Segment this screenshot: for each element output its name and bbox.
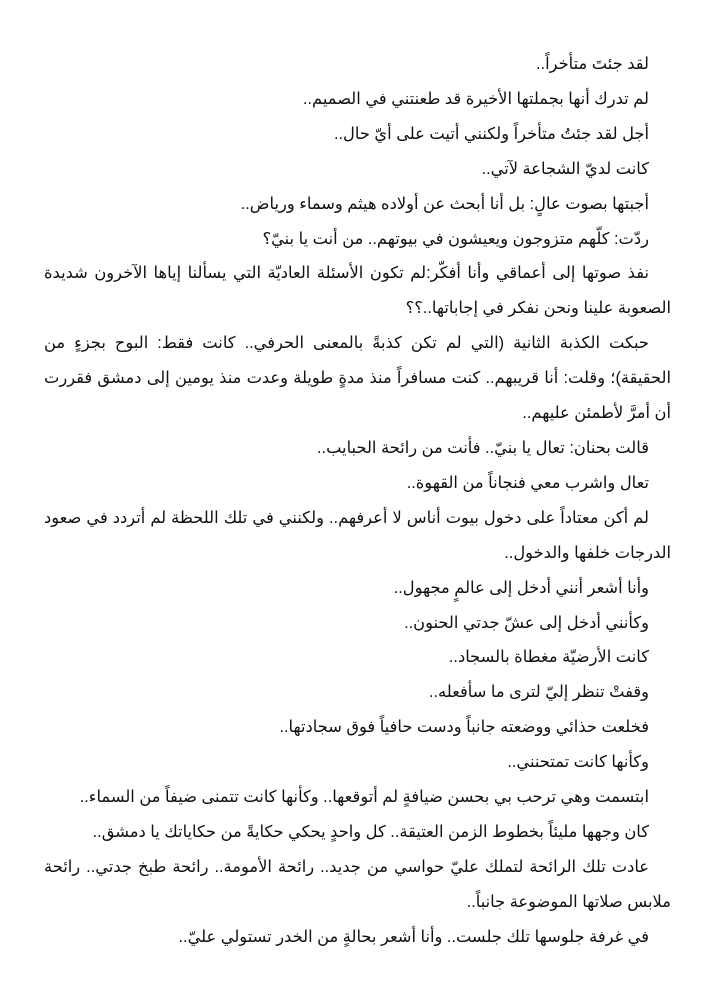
- paragraph: أجل لقد جئتُ متأخراً ولكنني أتيت على أيّ حال..: [334, 124, 649, 143]
- paragraph: كانت لديّ الشجاعة لآتي..: [481, 159, 649, 178]
- paragraph: قالت بحنان: تعال يا بنيّ.. فأنت من رائحة الحبايب..: [317, 438, 649, 457]
- paragraph: أجبتها بصوت عالٍ: بل أنا أبحث عن أولاده هيثم وسماء ورياض..: [240, 194, 649, 213]
- paragraph: نفذ صوتها إلى أعماقي وأنا أفكّر:لم تكون الأسئلة العاديّة التي يسألنا إياها الآخرون شديدة الصعوبة علينا ونحن نفكر في إجاباتها..؟؟: [44, 264, 671, 318]
- paragraph: لم أكن معتاداً على دخول بيوت أناس لا أعرفهم.. ولكنني في تلك اللحظة لم أتردد في صعود الدرجات خلفها والدخول..: [44, 508, 671, 562]
- paragraph: وأنا أشعر أنني أدخل إلى عالمٍ مجهول..: [393, 578, 649, 597]
- body-text: [44, 47, 671, 955]
- paragraph: ابتسمت وهي ترحب بي بحسن ضيافةٍ لم أتوقعها.. وكأنها كانت تتمنى ضيفاً من السماء..: [79, 788, 649, 807]
- paragraph: كانت الأرضيّة مغطاة بالسجاد..: [448, 648, 649, 667]
- paragraph: وكأنني أدخل إلى عشّ جدتي الحنون..: [404, 613, 649, 632]
- paragraph: كان وجهها مليئاً بخطوط الزمن العتيقة.. كل واحدٍ يحكي حكايةً من حكاياتك يا دمشق..: [92, 822, 649, 841]
- paragraph: لقد جئتَ متأخراً..: [536, 55, 649, 73]
- paragraph: حبكت الكذبة الثانية (التي لم تكن كذبةً بالمعنى الحرفي.. كانت فقط: البوح بجزءٍ من الحقيقة)؛ وقلت: أنا قريبهم.. كنت مسافراً منذ مدةٍ طويلة وعدت منذ يومين إلى دمشق فقررت أن أمرَّ لأطمئن عليهم..: [44, 334, 671, 423]
- paragraph: ردّت: كلّهم متزوجون ويعيشون في بيوتهم.. من أنت يا بنيّ؟: [262, 229, 649, 248]
- paragraph: لم تدرك أنها بجملتها الأخيرة قد طعنتني في الصميم..: [302, 89, 649, 108]
- paragraph: عادت تلك الرائحة لتملك عليّ حواسي من جديد.. رائحة الأمومة.. رائحة طبخ جدتي.. رائحة ملابس صلاتها الموضوعة جانباً..: [44, 857, 671, 911]
- paragraph: في غرفة جلوسها تلك جلست.. وأنا أشعر بحالةٍ من الخدر تستولي عليّ..: [178, 927, 649, 946]
- paragraph: وكأنها كانت تمتحنني..: [507, 753, 649, 772]
- paragraph: وقفتْ تنظر إليّ لترى ما سأفعله..: [428, 683, 649, 702]
- paragraph: فخلعت حذائي ووضعته جانباً ودست حافياً فوق سجادتها..: [279, 718, 649, 737]
- paragraph: تعال واشرب معي فنجاناً من القهوة..: [406, 473, 649, 492]
